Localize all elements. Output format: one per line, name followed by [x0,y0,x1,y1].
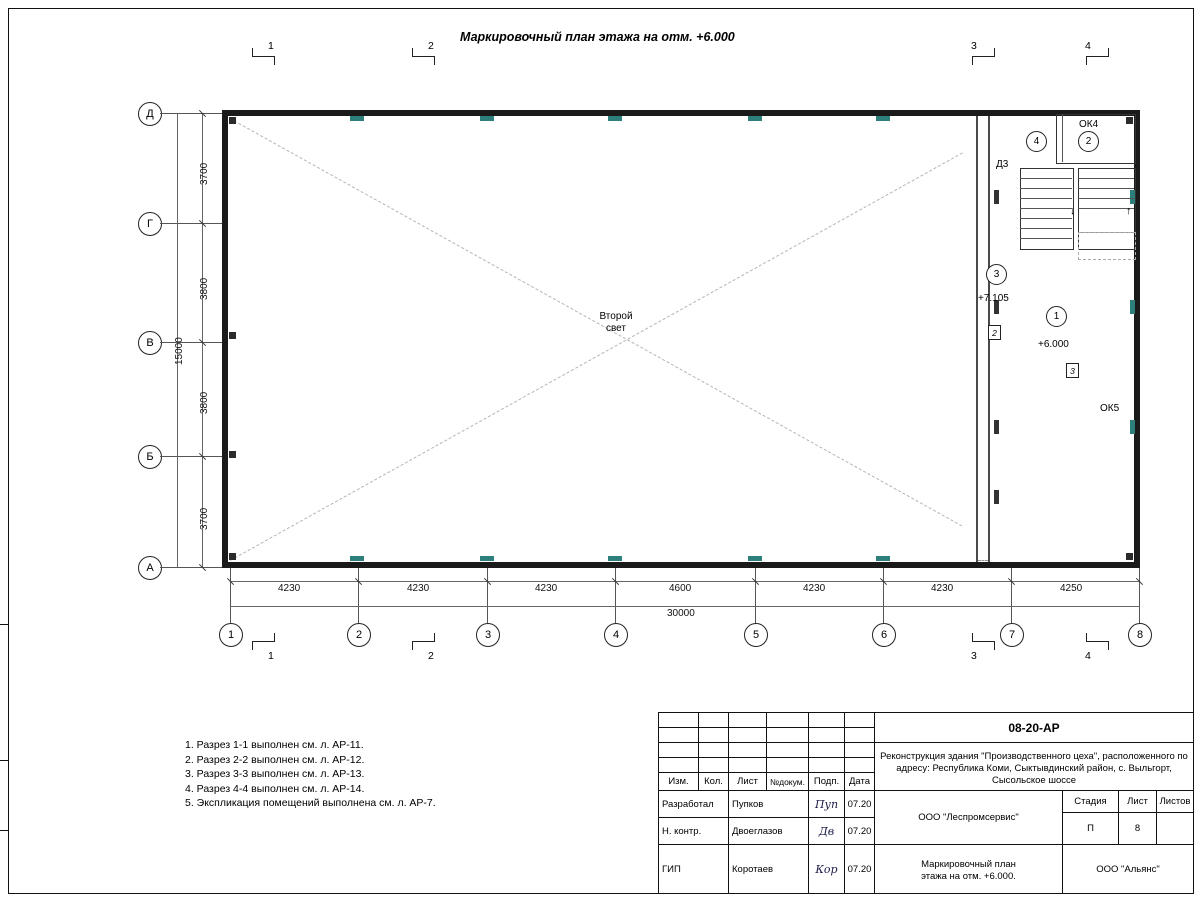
door-mark [994,190,999,204]
door-mark [994,420,999,434]
room-number-2: 2 [1078,131,1099,152]
section-tail-3-top [972,56,973,65]
section-arrow-4-bottom [1108,641,1109,650]
stamp-sheet-header: Лист [1119,791,1157,813]
stamp-project-code: 08-20-АР [875,713,1193,743]
dim-h-4230-5: 4230 [931,583,954,594]
axis-lead [358,568,359,623]
stamp-name-razrabotal: Пупков [729,791,809,818]
stamp-grid-cell [729,743,767,758]
axis-marker-1: 1 [219,623,243,647]
partition-dash [978,560,988,561]
dim-h-4230-4: 4230 [803,583,826,594]
section-arrow-4-top [1108,48,1109,57]
dim-vertical-3700-top: 3700 [199,162,210,185]
stamp-col-list: Лист [729,773,767,791]
stair-arrow-down: ↓ [1070,205,1076,217]
dim-chain-horizontal [230,581,1140,582]
section-line-4-bottom [1086,641,1108,642]
stair-step [1020,238,1072,239]
stamp-grid-cell [699,743,729,758]
stamp-date-razrabotal: 07.20 [845,791,875,818]
stamp-sign-nkontr [809,818,845,845]
column-mark [229,553,236,560]
signature-glyph: Пуп [814,797,839,811]
axis-lead [615,568,616,623]
stamp-grid-cell [699,713,729,728]
axis-lead [1139,568,1140,623]
dim-vertical-3800-2: 3800 [199,391,210,414]
stamp-role-nkontr: Н. контр. [659,818,729,845]
room-number-1: 1 [1046,306,1067,327]
note-item: 2. Разрез 2-2 выполнен см. л. АР-12. [185,753,365,766]
stamp-col-kol: Кол. [699,773,729,791]
frame-left-divider-2 [0,830,8,831]
window-mark [1130,420,1135,434]
column-mark [229,117,236,124]
label-ok5: ОК5 [1100,403,1120,414]
stamp-sheet-title: Маркировочный план этажа на отм. +6.000. [875,845,1063,893]
section-tail-4-top [1086,56,1087,65]
stamp-object-description: Реконструкция здания "Производственного цеха", расположенного по адресу: Республика Коми, Сыктывдинский район, с. Выльгорт, Сысольское шоссе [875,743,1193,791]
axis-lead [160,113,222,114]
section-tail-3-bottom [972,633,973,642]
stair-step [1078,178,1134,179]
stamp-grid-cell [767,743,809,758]
frame-left-strip [0,624,9,893]
stamp-designer-company: ООО "Леспромсервис" [875,791,1063,845]
stair-step [1078,188,1134,189]
section-line-3-top [972,56,994,57]
window-mark [608,116,622,121]
section-label-3-bottom: 3 [971,650,977,662]
section-arrow-3-top [994,48,995,57]
window-mark [748,556,762,561]
note-item: 1. Разрез 1-1 выполнен см. л. АР-11. [185,739,364,751]
dim-h-4230-1: 4230 [278,583,301,594]
detail-mark-3: 3 [1066,363,1079,378]
frame-left-divider-1 [0,760,8,761]
section-line-4-top [1086,56,1108,57]
label-ok4: ОК4 [1079,119,1099,130]
axis-marker-6: 6 [872,623,896,647]
room-number-4: 4 [1026,131,1047,152]
stamp-grid-cell [809,743,845,758]
dim-vertical-3800-1: 3800 [199,277,210,300]
window-mark [608,556,622,561]
note-item: 3. Разрез 3-3 выполнен см. л. АР-13. [185,768,365,780]
stamp-grid-cell [767,728,809,743]
partition-axis-7 [976,116,978,562]
stamp-grid-cell [699,728,729,743]
stamp-col-data: Дата [845,773,875,791]
stamp-grid-cell [729,728,767,743]
section-line-3-bottom [972,641,994,642]
stamp-grid-cell [729,758,767,773]
axis-lead [160,567,222,568]
room-label-void: Второй свет [599,311,633,334]
section-tail-4-bottom [1086,633,1087,642]
wall-left [222,110,228,568]
axis-marker-3: 3 [476,623,500,647]
stair-step [1020,208,1072,209]
section-tail-1-bottom [274,633,275,642]
section-line-2-bottom [412,641,434,642]
window-mark [748,116,762,121]
stamp-client-company: ООО "Альянс" [1096,863,1160,875]
label-door-d3: Д3 [996,159,1009,170]
section-tail-2-bottom [434,633,435,642]
window-mark [876,116,890,121]
axis-marker-v: В [138,331,162,355]
stamp-grid-cell [659,728,699,743]
axis-marker-4: 4 [604,623,628,647]
column-mark [229,451,236,458]
axis-marker-2: 2 [347,623,371,647]
stamp-name-nkontr: Двоеглазов [729,818,809,845]
axis-lead [160,342,222,343]
stamp-col-ndocum: №докум. [767,773,809,791]
dim-total-horizontal [230,606,1140,607]
stamp-date-gip: 07.20 [845,845,875,893]
stamp-col-podp: Подп. [809,773,845,791]
axis-marker-5: 5 [744,623,768,647]
axis-lead [230,568,231,623]
stair-edge [1062,114,1063,162]
elevation-mark-6000: +6.000 [1038,339,1069,350]
section-tail-1-top [274,56,275,65]
stair-landing [1078,232,1136,260]
stair-step [1020,228,1072,229]
note-item: 5. Экспликация помещений выполнена см. л. АР-7. [185,797,436,809]
door-mark [994,490,999,504]
dim-h-4600: 4600 [669,583,692,594]
notes-block [185,738,436,811]
axis-marker-a: А [138,556,162,580]
column-mark [229,332,236,339]
axis-lead [1011,568,1012,623]
section-tail-2-top [434,56,435,65]
room-number-3: 3 [986,264,1007,285]
window-mark [350,556,364,561]
stamp-name-gip: Коротаев [729,845,809,893]
stair-step [1020,188,1072,189]
axis-lead [883,568,884,623]
column-mark [1126,553,1133,560]
stamp-grid-cell [845,743,875,758]
stamp-role-gip: ГИП [659,845,729,893]
axis-lead [160,456,222,457]
stair-arrow-up: ↑ [1126,205,1132,217]
dim-vertical-3700-bottom: 3700 [199,507,210,530]
dim-h-4230-2: 4230 [407,583,430,594]
dim-vertical-total: 15000 [174,337,185,365]
section-label-4-bottom: 4 [1085,650,1091,662]
axis-lead [755,568,756,623]
stamp-grid-cell [809,728,845,743]
stamp-grid-cell [699,758,729,773]
section-label-1-bottom: 1 [268,650,274,662]
stamp-col-izm: Изм. [659,773,699,791]
stamp-sign-razrabotal [809,791,845,818]
window-mark [876,556,890,561]
signature-glyph: Кор [815,862,838,876]
stamp-grid-cell [809,713,845,728]
section-arrow-2-bottom [412,641,413,650]
stamp-stage-value: П [1063,813,1119,845]
section-line-1-bottom [252,641,274,642]
axis-marker-g: Г [138,212,162,236]
section-arrow-2-top [412,48,413,57]
window-mark [350,116,364,121]
signature-glyph: Дв [818,824,835,838]
dim-h-total: 30000 [667,608,695,619]
dim-h-4230-3: 4230 [535,583,558,594]
section-line-1-top [252,56,274,57]
stamp-grid-cell [729,713,767,728]
stamp-grid-cell [767,713,809,728]
section-label-2-bottom: 2 [428,650,434,662]
window-mark [1130,300,1135,314]
axis-marker-d: Д [138,102,162,126]
window-mark [480,556,494,561]
stamp-sheets-value [1157,813,1193,845]
stamp-grid-cell [845,758,875,773]
section-label-2-top: 2 [428,40,434,52]
detail-mark-2: 2 [988,325,1001,340]
stair-step [1078,198,1134,199]
page-title: Маркировочный план этажа на отм. +6.000 [460,30,735,44]
stamp-grid-cell [659,758,699,773]
stamp-grid-cell [659,713,699,728]
stair-step [1020,218,1072,219]
stamp-role-razrabotal: Разработал [659,791,729,818]
section-arrow-3-bottom [994,641,995,650]
section-arrow-1-top [252,48,253,57]
window-mark [480,116,494,121]
section-label-4-top: 4 [1085,40,1091,52]
note-item: 4. Разрез 4-4 выполнен см. л. АР-14. [185,782,365,795]
section-label-1-top: 1 [268,40,274,52]
axis-marker-8: 8 [1128,623,1152,647]
stamp-sign-gip [809,845,845,893]
stamp-grid-cell [767,758,809,773]
stamp-stage-header: Стадия [1063,791,1119,813]
section-arrow-1-bottom [252,641,253,650]
stair-step [1020,198,1072,199]
elevation-mark-7105: +7.105 [978,293,1009,304]
axis-lead [487,568,488,623]
stamp-grid-cell [809,758,845,773]
axis-marker-b: Б [138,445,162,469]
section-label-3-top: 3 [971,40,977,52]
dim-h-4250: 4250 [1060,583,1083,594]
title-block [658,712,1194,894]
stamp-grid-cell [659,743,699,758]
section-line-2-top [412,56,434,57]
stamp-grid-cell [845,713,875,728]
stamp-grid-cell [845,728,875,743]
wall-bottom [222,562,1140,568]
stamp-date-nkontr: 07.20 [845,818,875,845]
axis-marker-7: 7 [1000,623,1024,647]
stamp-sheets-header: Листов [1157,791,1193,813]
stair-step [1020,178,1072,179]
stamp-sheet-value: 8 [1119,813,1157,845]
axis-lead [160,223,222,224]
